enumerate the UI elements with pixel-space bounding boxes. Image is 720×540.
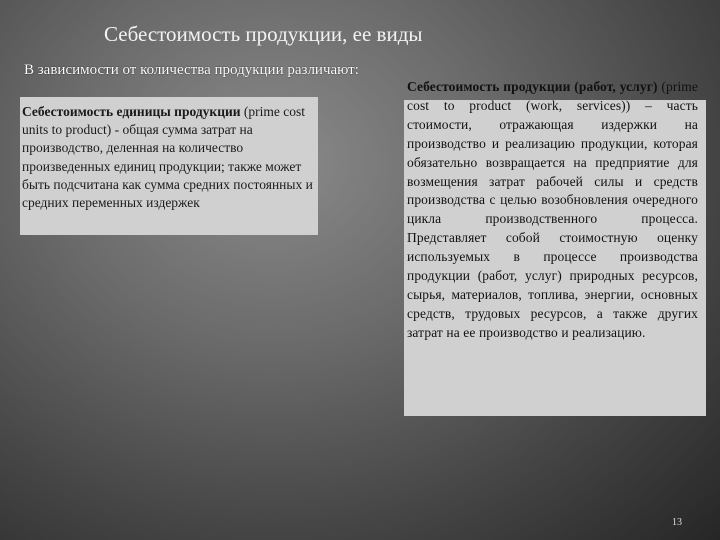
left-definition-term: Себестоимость единицы продукции <box>22 104 241 119</box>
left-definition-body: (prime cost units to product) - общая сумма затрат на производство, деленная на количество произведенных единиц продукции; также может быть подсчитана как сумма средних постоянных и средних переменных издержек <box>22 104 313 211</box>
slide-title: Себестоимость продукции, ее виды <box>104 22 423 46</box>
right-definition <box>407 78 698 343</box>
left-definition <box>22 103 316 212</box>
page-number: 13 <box>672 517 682 528</box>
slide-subtitle: В зависимости от количества продукции различают: <box>24 62 359 78</box>
right-definition-term: Себестоимость продукции (работ, услуг) <box>407 79 658 94</box>
right-definition-body: (prime cost to product (work, services)) – часть стоимости, отражающая издержки на производство и реализацию продукции, которая обязательно возвращается на предприятие для возмещения затрат рабочей силы и средств производства с целью возобновления очередного цикла производственного процесса. Представляет собой стоимостную оценку используемых в процессе производства продукции (работ, услуг) природных ресурсов, сырья, материалов, топлива, энергии, основных средств, трудовых ресурсов, а также других затрат на ее производство и реализацию. <box>407 79 698 340</box>
